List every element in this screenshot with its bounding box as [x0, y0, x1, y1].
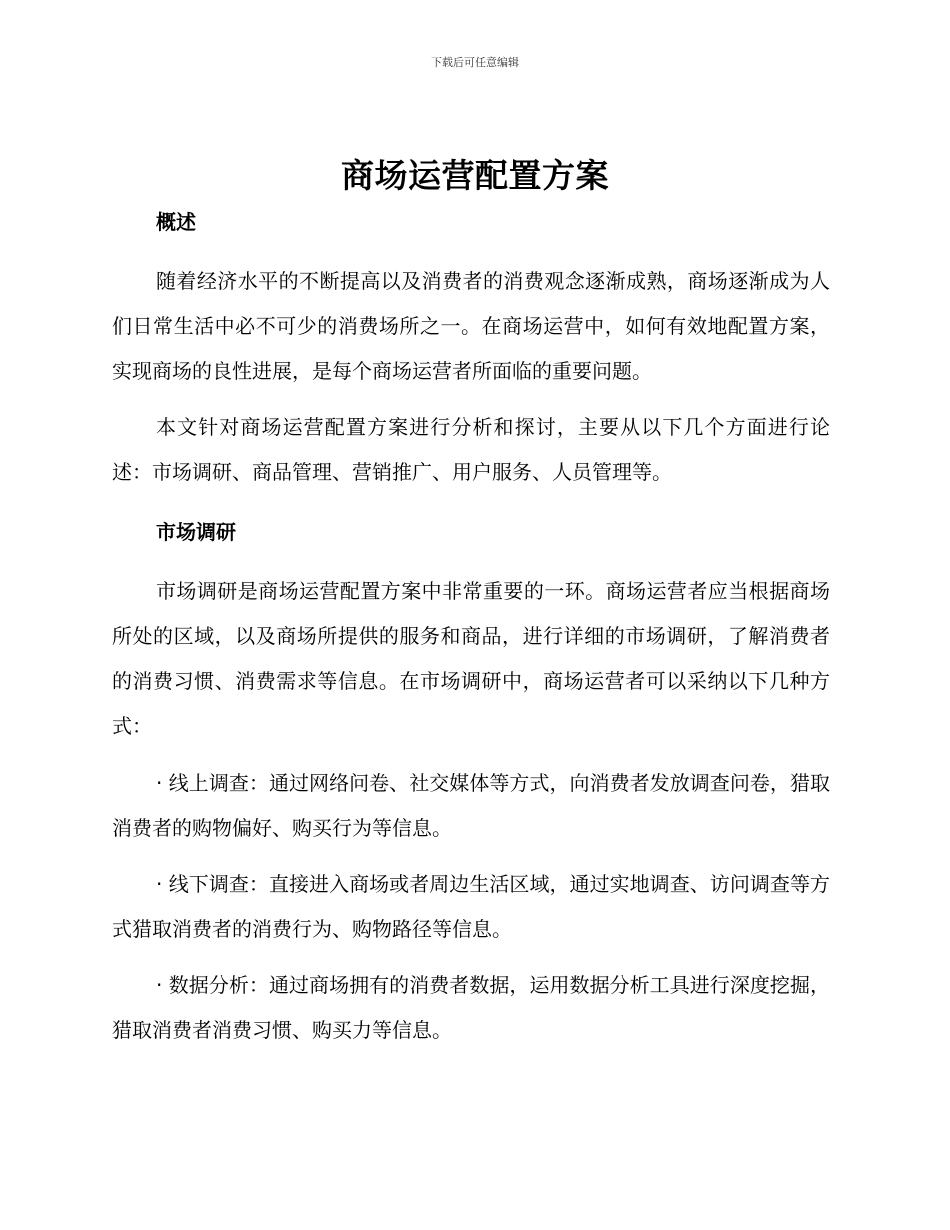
bullet-data-analysis: · 数据分析：通过商场拥有的消费者数据，运用数据分析工具进行深度挖掘，猎取消费者消费习惯、购买力等信息。 — [112, 973, 830, 1042]
section-heading-market-research: 市场调研 — [156, 520, 236, 544]
header-note: 下载后可任意编辑 — [431, 56, 519, 69]
bullet-online-survey: · 线上调查：通过网络问卷、社交媒体等方式，向消费者发放调查问卷，猎取消费者的购物偏好、购买行为等信息。 — [112, 771, 830, 840]
market-research-intro: 市场调研是商场运营配置方案中非常重要的一环。商场运营者应当根据商场所处的区域，以及商场所提供的服务和商品，进行详细的市场调研，了解消费者的消费习惯、消费需求等信息。在市场调研中，商场运营者可以采纳以下几种方式： — [112, 579, 830, 738]
document-body — [112, 206, 830, 1064]
bullet-offline-survey: · 线下调查：直接进入商场或者周边生活区域，通过实地调查、访问调查等方式猎取消费者的消费行为、购物路径等信息。 — [112, 872, 830, 941]
overview-paragraph: 随着经济水平的不断提高以及消费者的消费观念逐渐成熟，商场逐渐成为人们日常生活中必不可少的消费场所之一。在商场运营中，如何有效地配置方案，实现商场的良性进展，是每个商场运营者所面临的重要问题。 — [112, 269, 830, 383]
overview-paragraph: 本文针对商场运营配置方案进行分析和探讨，主要从以下几个方面进行论述：市场调研、商品管理、营销推广、用户服务、人员管理等。 — [112, 415, 830, 484]
document-title: 商场运营配置方案 — [341, 156, 609, 195]
section-heading-overview: 概述 — [156, 210, 196, 234]
